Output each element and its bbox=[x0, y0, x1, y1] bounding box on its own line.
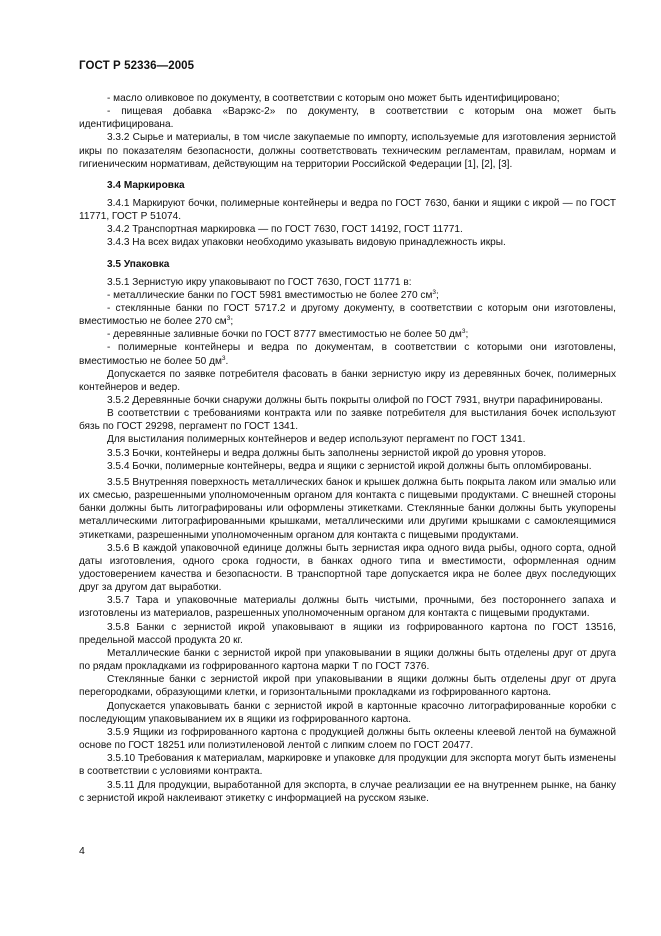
paragraph bbox=[79, 328, 616, 341]
superscript: 3 bbox=[461, 328, 466, 336]
paragraph-text: - деревянные заливные бочки по ГОСТ 8777 вместимостью не более 50 дм bbox=[107, 329, 462, 341]
paragraph: 3.5.7 Тара и упаковочные материалы должны быть чистыми, прочными, без постороннего запаха и изготовлены из материалов, разрешенных уполномоченным органом для контакта с пищевыми продуктами. bbox=[79, 595, 616, 620]
paragraph: - пищевая добавка «Варэкс-2» по документу, в соответствии с которым она может быть идентифицирована. bbox=[79, 106, 616, 131]
paragraph: Стеклянные банки с зернистой икрой при упаковывании в ящики должны быть отделены друг от друга перегородками, образующими клетки, и горизонтальными прокладками из гофрированного картона. bbox=[79, 674, 616, 699]
paragraph-text: - металлические банки по ГОСТ 5981 вместимостью не более 270 см bbox=[107, 289, 433, 301]
document-header: ГОСТ Р 52336—2005 bbox=[79, 60, 195, 72]
paragraph bbox=[79, 302, 616, 328]
paragraph: - масло оливковое по документу, в соответствии с которым оно может быть идентифицировано; bbox=[107, 93, 560, 104]
paragraph: Допускается упаковывать банки с зернистой икрой в картонные красочно литографированные коробки с последующим упаковыванием их в ящики из гофрированного картона. bbox=[79, 700, 616, 725]
punctuation: ; bbox=[465, 329, 469, 341]
paragraph: 3.5.11 Для продукции, выработанной для экспорта, в случае реализации ее на внутреннем рынке, на банку с зернистой икрой наклеивают этикетку с информацией на русском языке. bbox=[79, 779, 616, 804]
paragraph-text: - стеклянные банки по ГОСТ 5717.2 и другому документу, в соответствии с которым они изготовлены, вместимостью не более 270 см bbox=[79, 302, 616, 328]
paragraph: 3.5.1 Зернистую икру упаковывают по ГОСТ 7630, ГОСТ 11771 в: bbox=[107, 276, 412, 288]
paragraph: Металлические банки с зернистой икрой при упаковывании в ящики должны быть отделены друг от друга по рядам прокладками из гофрированного картона марки Т по ГОСТ 7376. bbox=[79, 647, 616, 673]
page-number: 4 bbox=[79, 845, 85, 857]
document-body bbox=[79, 92, 616, 805]
paragraph: 3.4.1 Маркируют бочки, полимерные контейнеры и ведра по ГОСТ 7630, банки и ящики с икрой — по ГОСТ 11771, ГОСТ Р 51074. bbox=[79, 197, 616, 223]
paragraph: 3.5.6 В каждой упаковочной единице должны быть зернистая икра одного вида рыбы, одного сорта, одной даты изготовления, одного срока годности, в банках одного типа и вместимости, оформленная одним удостоверением качества и безопасности. В транспортной таре допускается икра не более двух последующих друг за другом дат выработки. bbox=[79, 542, 616, 594]
paragraph: В соответствии с требованиями контракта или по заявке потребителя для выстилания бочек используют бязь по ГОСТ 29298, пергамент по ГОСТ 1341. bbox=[79, 408, 616, 433]
paragraph: 3.5.3 Бочки, контейнеры и ведра должны быть заполнены зернистой икрой до уровня уторов. bbox=[107, 447, 547, 459]
paragraph bbox=[79, 289, 616, 302]
paragraph: 3.5.9 Ящики из гофрированного картона с продукцией должны быть оклеены клеевой лентой на бумажной основе по ГОСТ 18251 или полиэтиленовой лентой с липким слоем по ГОСТ 20477. bbox=[79, 726, 616, 752]
paragraph: Допускается по заявке потребителя фасовать в банки зернистую икру из деревянных бочек, полимерных контейнеров и ведер. bbox=[79, 368, 616, 393]
section-heading-3-4: 3.4 Маркировка bbox=[107, 179, 185, 191]
punctuation: ; bbox=[436, 289, 439, 301]
superscript: 3 bbox=[226, 315, 231, 323]
paragraph: 3.4.3 На всех видах упаковки необходимо указывать видовую принадлежность икры. bbox=[107, 237, 506, 249]
punctuation: . bbox=[225, 355, 229, 367]
paragraph-text: - полимерные контейнеры и ведра по документам, в соответствии с которыми они изготовлены, вместимостью не более 50 дм bbox=[79, 342, 616, 367]
superscript: 3 bbox=[221, 354, 226, 362]
paragraph: 3.5.4 Бочки, полимерные контейнеры, ведра и ящики с зернистой икрой должны быть опломбированы. bbox=[107, 460, 592, 472]
superscript: 3 bbox=[432, 288, 437, 296]
paragraph: 3.5.2 Деревянные бочки снаружи должны быть покрыты олифой по ГОСТ 7931, внутри парафинированы. bbox=[107, 394, 603, 406]
paragraph: 3.3.2 Сырье и материалы, в том числе закупаемые по импорту, используемые для изготовления зернистой икры по показателям безопасности, должны соответствовать техническим регламентам, правилам, нормам и гигиеническим нормативам, действующим на территории Российской Федерации [1], [2], [3]. bbox=[79, 132, 616, 170]
paragraph bbox=[79, 341, 616, 367]
paragraph: 3.5.10 Требования к материалам, маркировке и упаковке для продукции для экспорта могут быть изменены в соответствии с условиями контракта. bbox=[79, 753, 616, 778]
paragraph: 3.4.2 Транспортная маркировка — по ГОСТ 7630, ГОСТ 14192, ГОСТ 11771. bbox=[107, 224, 463, 236]
section-heading-3-5: 3.5 Упаковка bbox=[107, 258, 170, 270]
punctuation: ; bbox=[230, 316, 234, 328]
paragraph: Для выстилания полимерных контейнеров и ведер используют пергамент по ГОСТ 1341. bbox=[107, 434, 526, 446]
paragraph: 3.5.8 Банки с зернистой икрой упаковывают в ящики из гофрированного картона по ГОСТ 13516, предельной массой продукта 20 кг. bbox=[79, 621, 616, 646]
paragraph: 3.5.5 Внутренняя поверхность металлических банок и крышек должна быть покрыта лаком или эмалью или их смесью, разрешенными уполномоченным органом для контакта с пищевыми продуктами. С внешней стороны банки должны быть литографированы или оформлены этикетками. Стеклянные банки должны быть укупорены металлическими литографированными крышками, металлическими или другими крышками с самоклеящимися этикетками, разрешенными уполномоченным органом для контакта с пищевыми продуктами. bbox=[79, 476, 616, 541]
